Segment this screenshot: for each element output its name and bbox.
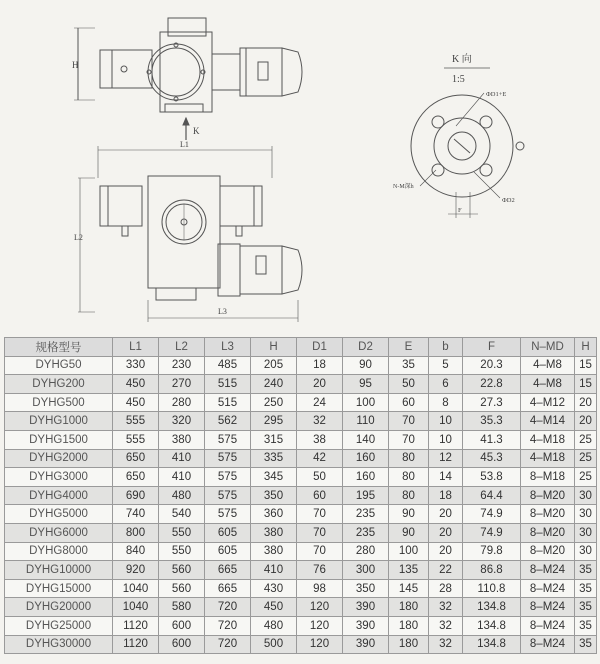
value-cell: 70 [297,523,343,542]
table-row [5,449,597,468]
value-cell: 335 [251,449,297,468]
value-cell: 32 [429,598,463,617]
n-m-thread-label: N-M深h [393,184,414,190]
value-cell: 345 [251,468,297,487]
value-cell: 575 [205,486,251,505]
value-cell: 1040 [113,579,159,598]
value-cell: 90 [389,523,429,542]
value-cell: 690 [113,486,159,505]
value-cell: 120 [297,616,343,635]
value-cell: 100 [343,393,389,412]
value-cell: 12 [429,449,463,468]
value-cell: 390 [343,616,389,635]
value-cell: 134.8 [463,616,521,635]
value-cell: 450 [113,375,159,394]
table-row [5,486,597,505]
value-cell: 575 [205,468,251,487]
model-cell: DYHG15000 [5,579,113,598]
value-cell: 720 [205,635,251,654]
value-cell: 15 [575,356,597,375]
table-row [5,598,597,617]
value-cell: 35 [575,561,597,580]
value-cell: 60 [389,393,429,412]
value-cell: 360 [251,505,297,524]
value-cell: 450 [113,393,159,412]
value-cell: 35.3 [463,412,521,431]
value-cell: 195 [343,486,389,505]
value-cell: 550 [159,523,205,542]
value-cell: 4–M14 [521,412,575,431]
value-cell: 86.8 [463,561,521,580]
value-cell: 32 [297,412,343,431]
model-cell: DYHG8000 [5,542,113,561]
table-row [5,561,597,580]
value-cell: 450 [251,598,297,617]
value-cell: 350 [343,579,389,598]
value-cell: 250 [251,393,297,412]
top-view [72,18,302,140]
k-view [393,52,524,218]
value-cell: 70 [389,412,429,431]
value-cell: 134.8 [463,635,521,654]
value-cell: 80 [389,486,429,505]
value-cell: 110.8 [463,579,521,598]
value-cell: 25 [575,468,597,487]
dim-l2-label: L2 [74,233,83,242]
value-cell: 8–M24 [521,616,575,635]
value-cell: 280 [343,542,389,561]
column-header: L2 [159,338,205,357]
value-cell: 95 [343,375,389,394]
dim-l3-label: L3 [218,307,227,316]
value-cell: 480 [251,616,297,635]
value-cell: 4–M8 [521,375,575,394]
model-cell: DYHG20000 [5,598,113,617]
value-cell: 5 [429,356,463,375]
value-cell: 550 [159,542,205,561]
value-cell: 235 [343,505,389,524]
value-cell: 555 [113,430,159,449]
value-cell: 18 [429,486,463,505]
model-cell: DYHG4000 [5,486,113,505]
model-cell: DYHG5000 [5,505,113,524]
model-cell: DYHG1000 [5,412,113,431]
column-header: b [429,338,463,357]
value-cell: 205 [251,356,297,375]
value-cell: 600 [159,616,205,635]
value-cell: 8–M24 [521,598,575,617]
column-header: L3 [205,338,251,357]
value-cell: 665 [205,579,251,598]
phi-d2-label: ΦD2 [502,197,515,204]
value-cell: 720 [205,598,251,617]
value-cell: 300 [343,561,389,580]
value-cell: 120 [297,635,343,654]
value-cell: 8–M20 [521,523,575,542]
k-view-title: K 向 [452,54,472,65]
value-cell: 80 [389,468,429,487]
value-cell: 14 [429,468,463,487]
value-cell: 515 [205,375,251,394]
value-cell: 350 [251,486,297,505]
value-cell: 800 [113,523,159,542]
value-cell: 320 [159,412,205,431]
value-cell: 575 [205,430,251,449]
value-cell: 25 [575,449,597,468]
value-cell: 74.9 [463,505,521,524]
table-row [5,375,597,394]
value-cell: 410 [159,468,205,487]
value-cell: 230 [159,356,205,375]
value-cell: 145 [389,579,429,598]
technical-drawing [0,0,600,330]
value-cell: 20 [575,412,597,431]
value-cell: 8–M24 [521,635,575,654]
value-cell: 90 [389,505,429,524]
value-cell: 24 [297,393,343,412]
value-cell: 665 [205,561,251,580]
model-cell: DYHG50 [5,356,113,375]
model-cell: DYHG200 [5,375,113,394]
column-header: F [463,338,521,357]
table-row [5,616,597,635]
dim-h-label: H [72,60,79,70]
value-cell: 30 [575,542,597,561]
front-view [74,140,302,322]
value-cell: 8–M20 [521,505,575,524]
value-cell: 8–M24 [521,561,575,580]
model-cell: DYHG10000 [5,561,113,580]
value-cell: 76 [297,561,343,580]
value-cell: 70 [297,542,343,561]
value-cell: 20 [297,375,343,394]
value-cell: 390 [343,635,389,654]
table-row [5,523,597,542]
value-cell: 100 [389,542,429,561]
value-cell: 41.3 [463,430,521,449]
value-cell: 79.8 [463,542,521,561]
table-row [5,356,597,375]
value-cell: 53.8 [463,468,521,487]
value-cell: 30 [575,523,597,542]
value-cell: 330 [113,356,159,375]
value-cell: 27.3 [463,393,521,412]
value-cell: 135 [389,561,429,580]
value-cell: 410 [159,449,205,468]
value-cell: 160 [343,449,389,468]
table-row [5,393,597,412]
value-cell: 10 [429,430,463,449]
value-cell: 22 [429,561,463,580]
value-cell: 20 [429,542,463,561]
value-cell: 60 [297,486,343,505]
value-cell: 8–M20 [521,542,575,561]
value-cell: 1120 [113,616,159,635]
value-cell: 90 [343,356,389,375]
value-cell: 920 [113,561,159,580]
table-row [5,579,597,598]
value-cell: 605 [205,542,251,561]
value-cell: 600 [159,635,205,654]
value-cell: 64.4 [463,486,521,505]
model-cell: DYHG30000 [5,635,113,654]
value-cell: 480 [159,486,205,505]
table-row [5,430,597,449]
model-cell: DYHG2000 [5,449,113,468]
value-cell: 35 [575,616,597,635]
value-cell: 515 [205,393,251,412]
value-cell: 280 [159,393,205,412]
column-header: N–MD [521,338,575,357]
value-cell: 8 [429,393,463,412]
value-cell: 35 [575,598,597,617]
value-cell: 1120 [113,635,159,654]
value-cell: 50 [389,375,429,394]
phi-d1-e-label: ΦD1+E [486,91,507,98]
value-cell: 140 [343,430,389,449]
column-header: H [575,338,597,357]
value-cell: 28 [429,579,463,598]
column-header: H [251,338,297,357]
value-cell: 380 [251,523,297,542]
value-cell: 50 [297,468,343,487]
value-cell: 580 [159,598,205,617]
value-cell: 740 [113,505,159,524]
value-cell: 35 [389,356,429,375]
value-cell: 380 [159,430,205,449]
value-cell: 575 [205,505,251,524]
column-header: D1 [297,338,343,357]
spec-table [4,337,597,654]
value-cell: 560 [159,579,205,598]
value-cell: 15 [575,375,597,394]
value-cell: 410 [251,561,297,580]
value-cell: 6 [429,375,463,394]
model-cell: DYHG1500 [5,430,113,449]
table-row [5,542,597,561]
value-cell: 98 [297,579,343,598]
value-cell: 605 [205,523,251,542]
f-dim-label: F [458,207,462,214]
value-cell: 840 [113,542,159,561]
value-cell: 38 [297,430,343,449]
value-cell: 160 [343,468,389,487]
value-cell: 42 [297,449,343,468]
value-cell: 35 [575,579,597,598]
value-cell: 120 [297,598,343,617]
value-cell: 485 [205,356,251,375]
value-cell: 500 [251,635,297,654]
k-arrow-label: K [193,126,200,136]
value-cell: 32 [429,616,463,635]
table-row [5,505,597,524]
value-cell: 562 [205,412,251,431]
value-cell: 30 [575,505,597,524]
model-cell: DYHG25000 [5,616,113,635]
value-cell: 4–M8 [521,356,575,375]
value-cell: 1040 [113,598,159,617]
dim-l1-label: L1 [180,140,189,149]
value-cell: 45.3 [463,449,521,468]
value-cell: 180 [389,635,429,654]
value-cell: 20 [575,393,597,412]
column-header: 规格型号 [5,338,113,357]
value-cell: 180 [389,598,429,617]
value-cell: 240 [251,375,297,394]
value-cell: 560 [159,561,205,580]
table-header [5,338,597,357]
table-body [5,356,597,654]
value-cell: 315 [251,430,297,449]
table-row [5,412,597,431]
value-cell: 10 [429,412,463,431]
value-cell: 134.8 [463,598,521,617]
value-cell: 35 [575,635,597,654]
value-cell: 110 [343,412,389,431]
value-cell: 8–M24 [521,579,575,598]
value-cell: 430 [251,579,297,598]
value-cell: 540 [159,505,205,524]
value-cell: 4–M18 [521,449,575,468]
model-cell: DYHG3000 [5,468,113,487]
value-cell: 25 [575,430,597,449]
k-view-scale: 1:5 [452,74,465,85]
value-cell: 295 [251,412,297,431]
value-cell: 8–M20 [521,486,575,505]
value-cell: 80 [389,449,429,468]
value-cell: 22.8 [463,375,521,394]
value-cell: 390 [343,598,389,617]
column-header: D2 [343,338,389,357]
value-cell: 650 [113,449,159,468]
column-header: L1 [113,338,159,357]
value-cell: 70 [297,505,343,524]
model-cell: DYHG500 [5,393,113,412]
value-cell: 650 [113,468,159,487]
value-cell: 8–M18 [521,468,575,487]
table-row [5,635,597,654]
value-cell: 70 [389,430,429,449]
value-cell: 4–M12 [521,393,575,412]
value-cell: 235 [343,523,389,542]
value-cell: 575 [205,449,251,468]
value-cell: 720 [205,616,251,635]
value-cell: 270 [159,375,205,394]
value-cell: 74.9 [463,523,521,542]
value-cell: 20.3 [463,356,521,375]
value-cell: 18 [297,356,343,375]
value-cell: 20 [429,523,463,542]
column-header: E [389,338,429,357]
value-cell: 180 [389,616,429,635]
value-cell: 32 [429,635,463,654]
model-cell: DYHG6000 [5,523,113,542]
table-row [5,468,597,487]
value-cell: 20 [429,505,463,524]
value-cell: 4–M18 [521,430,575,449]
value-cell: 30 [575,486,597,505]
value-cell: 555 [113,412,159,431]
value-cell: 380 [251,542,297,561]
